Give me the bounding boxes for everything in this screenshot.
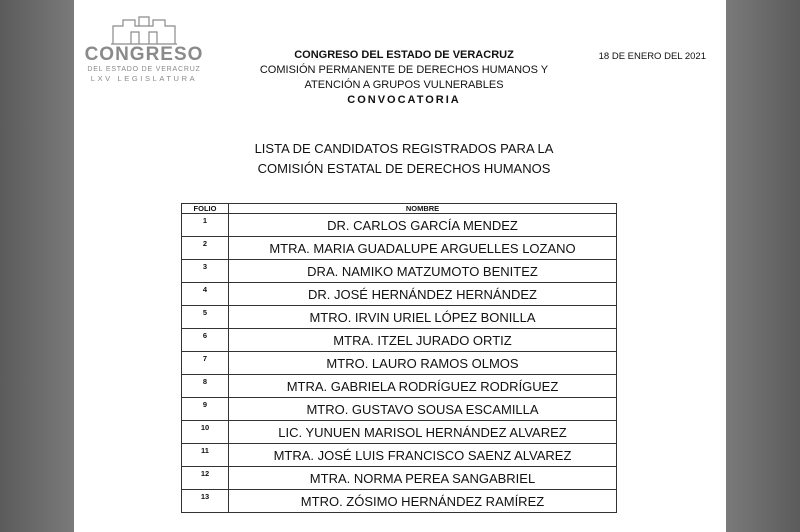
congreso-logo — [84, 16, 204, 83]
table-row — [182, 260, 617, 283]
viewer-background-right — [726, 0, 800, 532]
document-title — [234, 139, 574, 179]
name-cell: MTRA. MARIA GUADALUPE ARGUELLES LOZANO — [229, 237, 617, 260]
viewer-background-left — [0, 0, 74, 532]
name-header: NOMBRE — [229, 204, 617, 214]
name-cell: MTRO. LAURO RAMOS OLMOS — [229, 352, 617, 375]
table-row — [182, 352, 617, 375]
table-header-row — [182, 204, 617, 214]
header-convocatoria: CONVOCATORIA — [347, 94, 461, 106]
congress-building-icon — [109, 16, 179, 46]
folio-cell: 9 — [182, 398, 229, 421]
folio-cell: 13 — [182, 490, 229, 513]
table-row — [182, 444, 617, 467]
folio-cell: 7 — [182, 352, 229, 375]
folio-cell: 5 — [182, 306, 229, 329]
name-cell: MTRA. GABRIELA RODRÍGUEZ RODRÍGUEZ — [229, 375, 617, 398]
folio-cell: 4 — [182, 283, 229, 306]
title-line-1: LISTA DE CANDIDATOS REGISTRADOS PARA LA — [254, 141, 554, 156]
logo-subtitle: DEL ESTADO DE VERACRUZ — [87, 66, 201, 73]
header-commission: COMISIÓN PERMANENTE DE DERECHOS HUMANOS Y — [259, 64, 549, 76]
candidates-table — [181, 203, 617, 513]
name-cell: DRA. NAMIKO MATZUMOTO BENITEZ — [229, 260, 617, 283]
name-cell: MTRO. IRVIN URIEL LÓPEZ BONILLA — [229, 306, 617, 329]
table-row — [182, 283, 617, 306]
logo-name: CONGRESO — [84, 44, 204, 65]
table-row — [182, 467, 617, 490]
title-line-2: COMISIÓN ESTATAL DE DERECHOS HUMANOS — [257, 161, 551, 176]
folio-cell: 8 — [182, 375, 229, 398]
folio-cell: 3 — [182, 260, 229, 283]
name-cell: DR. JOSÉ HERNÁNDEZ HERNÁNDEZ — [229, 283, 617, 306]
name-cell: MTRO. ZÓSIMO HERNÁNDEZ RAMÍREZ — [229, 490, 617, 513]
logo-legislature: LXV LEGISLATURA — [90, 74, 198, 83]
table-row — [182, 398, 617, 421]
document-date: 18 DE ENERO DEL 2021 — [598, 51, 706, 62]
table-row — [182, 237, 617, 260]
folio-cell: 10 — [182, 421, 229, 444]
table-row — [182, 490, 617, 513]
name-cell: MTRA. JOSÉ LUIS FRANCISCO SAENZ ALVAREZ — [229, 444, 617, 467]
table-row — [182, 214, 617, 237]
table-row — [182, 306, 617, 329]
name-cell: LIC. YUNUEN MARISOL HERNÁNDEZ ALVAREZ — [229, 421, 617, 444]
name-cell: DR. CARLOS GARCÍA MENDEZ — [229, 214, 617, 237]
folio-cell: 6 — [182, 329, 229, 352]
document-header — [254, 48, 554, 108]
table-row — [182, 329, 617, 352]
folio-header: FOLIO — [182, 204, 229, 214]
folio-cell: 11 — [182, 444, 229, 467]
name-cell: MTRA. NORMA PEREA SANGABRIEL — [229, 467, 617, 490]
folio-cell: 2 — [182, 237, 229, 260]
table-row — [182, 421, 617, 444]
folio-cell: 12 — [182, 467, 229, 490]
name-cell: MTRA. ITZEL JURADO ORTIZ — [229, 329, 617, 352]
name-cell: MTRO. GUSTAVO SOUSA ESCAMILLA — [229, 398, 617, 421]
table-row — [182, 375, 617, 398]
folio-cell: 1 — [182, 214, 229, 237]
header-commission-cont: ATENCIÓN A GRUPOS VULNERABLES — [304, 79, 504, 91]
header-congress: CONGRESO DEL ESTADO DE VERACRUZ — [294, 49, 514, 61]
document-page — [74, 0, 726, 532]
